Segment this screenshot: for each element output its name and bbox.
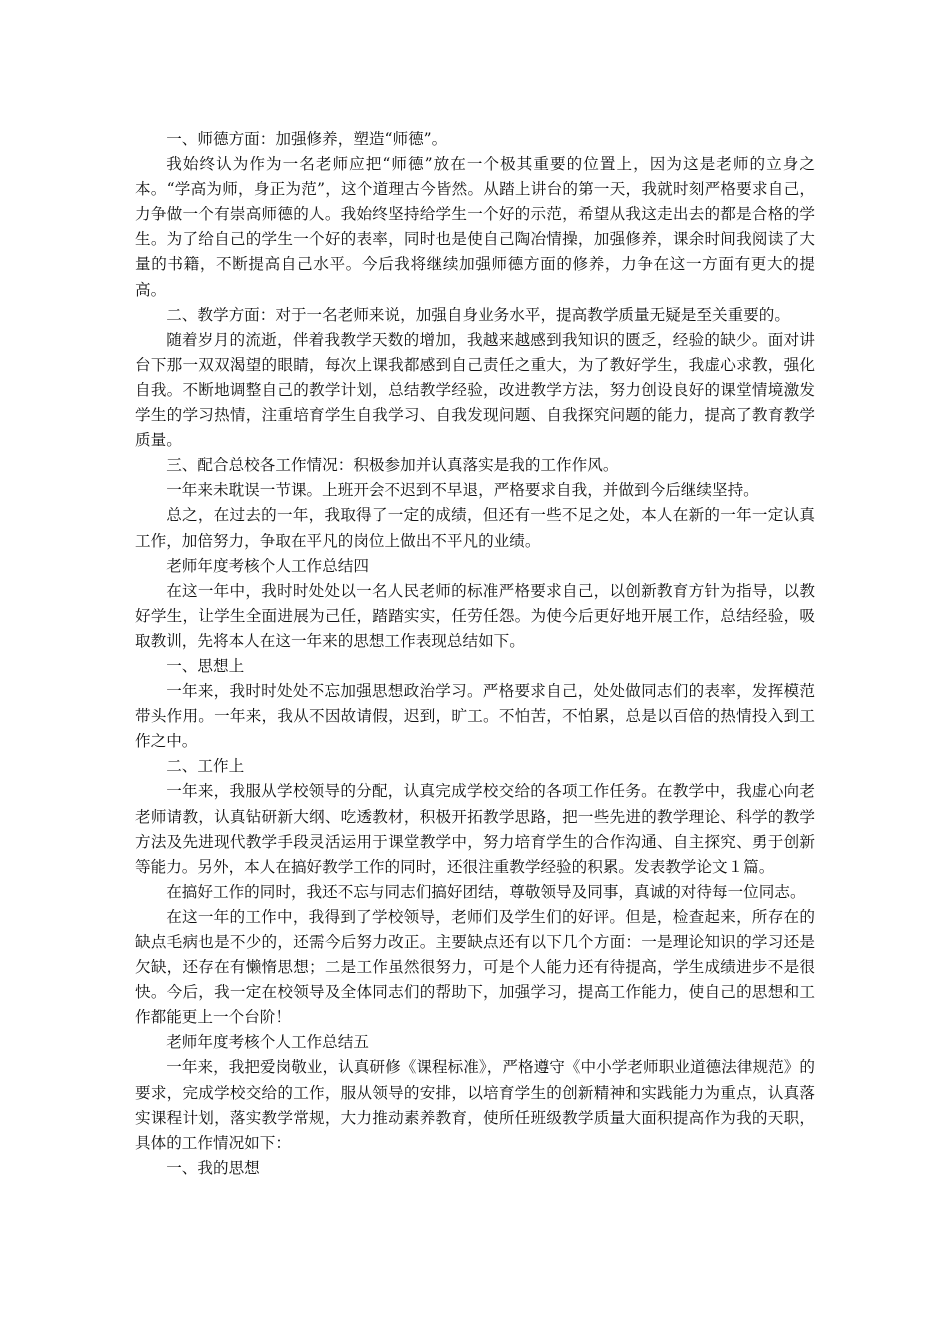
paragraph: 一年来，我时时处处不忘加强思想政治学习。严格要求自己，处处做同志们的表率，发挥模范带头作用。一年来，我从不因故请假，迟到，旷工。不怕苦，不怕累，总是以百倍的热情投入到工作之中。 <box>135 682 815 751</box>
section-heading-ethics: 一、师德方面：加强修养，塑造“师德”。 <box>166 130 448 148</box>
paragraph: 一年来，我把爱岗敬业，认真研修《课程标准》，严格遵守《中小学老师职业道德法律规范》的要求，完成学校交给的工作，服从领导的安排，以培育学生的创新精神和实践能力为重点，认真落实课程计划，落实教学常规，大力推动素养教育，使所任班级教学质量大面积提高作为我的天职，具体的工作情况如下： <box>135 1058 815 1152</box>
section-heading-my-thought: 一、我的思想 <box>166 1158 260 1177</box>
article-title-five: 老师年度考核个人工作总结五 <box>166 1033 369 1052</box>
article-title-four: 老师年度考核个人工作总结四 <box>166 556 369 575</box>
paragraph: 我始终认为作为一名老师应把“师德”放在一个极其重要的位置上，因为这是老师的立身之本。“学高为师，身正为范”，这个道理古今皆然。从踏上讲台的第一天，我就时刻严格要求自己，力争做一个有崇高师德的人。我始终坚持给学生一个好的示范，希望从我这走出去的都是合格的学生。为了给自己的学生一个好的表率，同时也是使自己陶冶情操，加强修养，课余时间我阅读了大量的书籍，不断提高自己水平。今后我将继续加强师德方面的修养，力争在这一方面有更大的提高。 <box>135 155 815 299</box>
section-heading-teaching: 二、教学方面：对于一名老师来说，加强自身业务水平，提高教学质量无疑是至关重要的。 <box>166 305 790 324</box>
paragraph: 随着岁月的流逝，伴着我教学天数的增加，我越来越感到我知识的匮乏，经验的缺少。面对讲台下那一双双渴望的眼睛，每次上课我都感到自己责任之重大，为了教好学生，我虚心求教，强化自我。不断地调整自己的教学计划，总结教学经验，改进教学方法，努力创设良好的课堂情境激发学生的学习热情，注重培育学生自我学习、自我发现问题、自我探究问题的能力，提高了教育教学质量。 <box>135 330 815 450</box>
section-heading-thought: 一、思想上 <box>166 656 245 675</box>
section-heading-cooperation: 三、配合总校各工作情况：积极参加并认真落实是我的工作作风。 <box>166 456 619 475</box>
paragraph: 一年来，我服从学校领导的分配，认真完成学校交给的各项工作任务。在教学中，我虚心向老老师请教，认真钻研新大纲、吃透教材，积极开拓教学思路，把一些先进的教学理论、科学的教学方法及先进现代教学手段灵活运用于课堂教学中，努力培育学生的合作沟通、自主探究、勇于创新等能力。另外，本人在搞好教学工作的同时，还很注重教学经验的积累。发表教学论文１篇。 <box>135 782 815 876</box>
paragraph: 在这一年中，我时时处处以一名人民老师的标准严格要求自己，以创新教育方针为指导，以教好学生，让学生全面进展为己任，踏踏实实，任劳任怨。为使今后更好地开展工作，总结经验，吸取教训，先将本人在这一年来的思想工作表现总结如下。 <box>135 581 815 650</box>
section-heading-work: 二、工作上 <box>166 757 245 776</box>
paragraph: 在这一年的工作中，我得到了学校领导，老师们及学生们的好评。但是，检查起来，所存在的缺点毛病也是不少的，还需今后努力改正。主要缺点还有以下几个方面：一是理论知识的学习还是欠缺，还存在有懒惰思想；二是工作虽然很努力，可是个人能力还有待提高，学生成绩进步不是很快。今后，我一定在校领导及全体同志们的帮助下，加强学习，提高工作能力，使自己的思想和工作都能更上一个台阶！ <box>135 907 815 1027</box>
document-body <box>135 127 815 1181</box>
paragraph: 一年来未耽误一节课。上班开会不迟到不早退，严格要求自我，并做到今后继续坚持。 <box>166 481 759 500</box>
paragraph: 在搞好工作的同时，我还不忘与同志们搞好团结，尊敬领导及同事，真诚的对待每一位同志。 <box>166 882 806 901</box>
paragraph: 总之，在过去的一年，我取得了一定的成绩，但还有一些不足之处，本人在新的一年一定认真工作，加倍努力，争取在平凡的岗位上做出不平凡的业绩。 <box>135 506 815 550</box>
